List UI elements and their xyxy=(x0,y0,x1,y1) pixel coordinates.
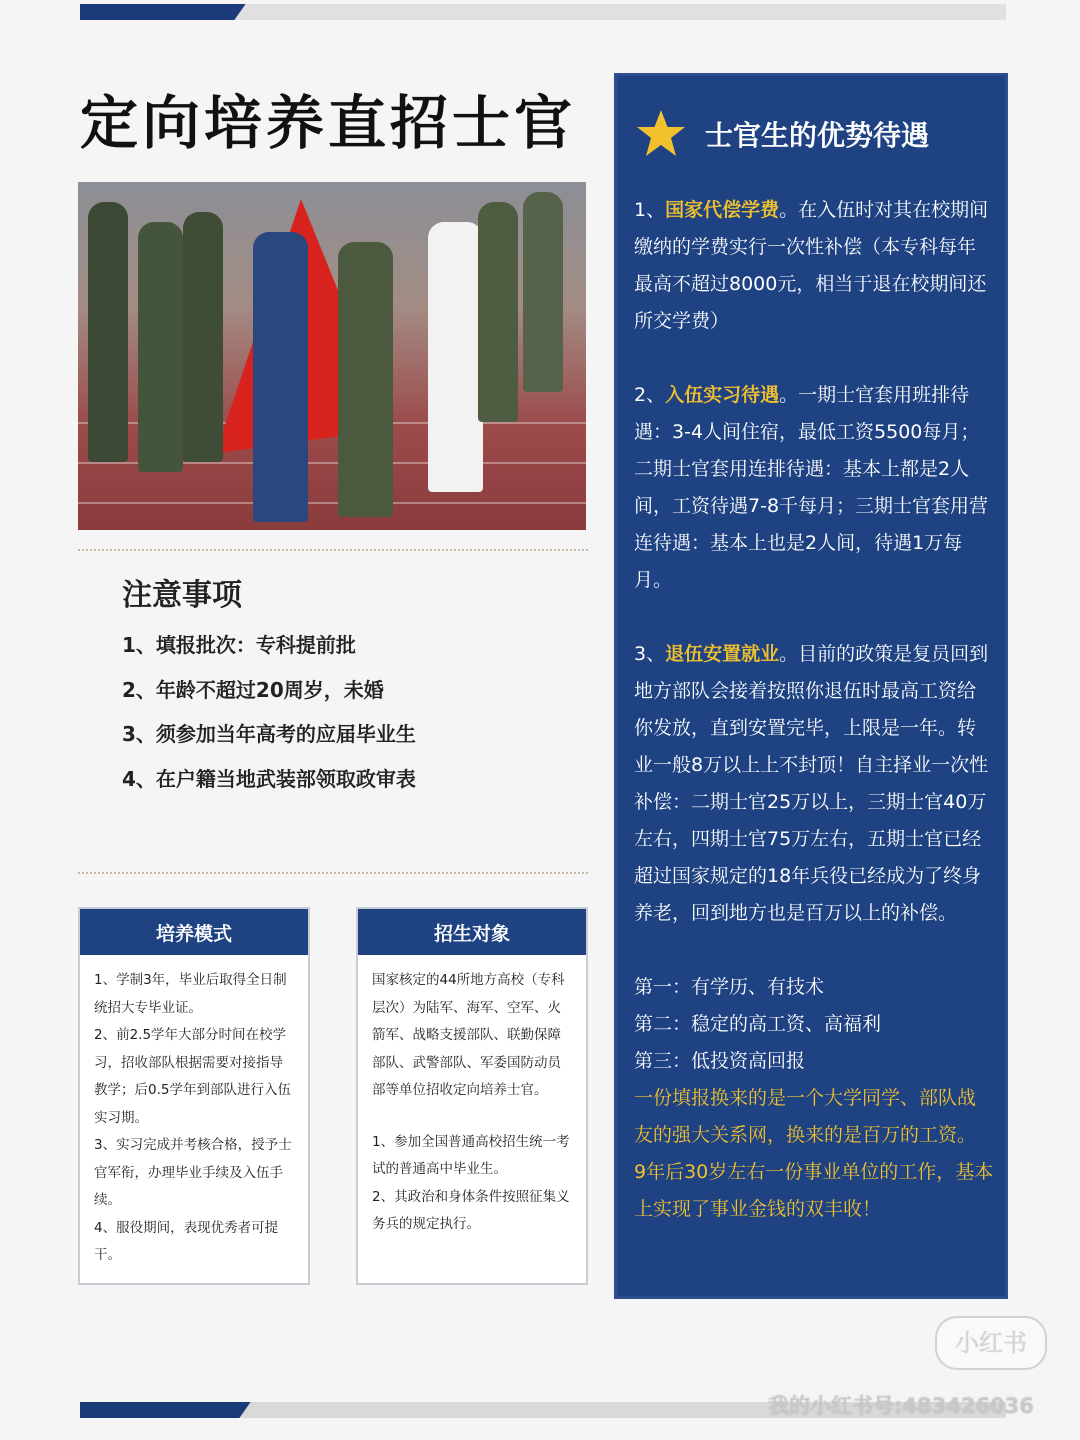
watermark-id: 我的小红书号:483426036 xyxy=(768,1394,1034,1418)
closing-text: 一份填报换来的是一个大学同学、部队战友的强大关系网，换来的是百万的工资。 9年后30岁左右一份事业单位的工作，基本上实现了事业金钱的双丰收！ xyxy=(634,1087,994,1220)
parade-photo xyxy=(78,182,586,530)
list-item: 4、在户籍当地武装部领取政审表 xyxy=(122,766,416,791)
benefit-item: 1、国家代偿学费。在入伍时对其在校期间缴纳的学费实行一次性补偿（本专科每年最高不超过8000元，相当于退在校期间还所交学费） xyxy=(634,199,989,332)
page-title: 定向培养直招士官 xyxy=(80,89,577,157)
enrollment-target-card xyxy=(356,907,588,1285)
summary-item: 第二：稳定的高工资、高福利 xyxy=(634,1013,882,1035)
card-title: 招生对象 xyxy=(358,909,586,955)
benefit-highlight: 国家代偿学费 xyxy=(665,199,780,221)
card-item: 1、学制3年，毕业后取得全日制统招大专毕业证。 xyxy=(94,972,287,1016)
training-mode-card xyxy=(78,907,310,1285)
watermark-logo: 小红书 xyxy=(935,1316,1047,1370)
benefit-highlight: 退伍安置就业 xyxy=(665,643,780,665)
summary-item: 第三：低投资高回报 xyxy=(634,1050,806,1072)
notes-title: 注意事项 xyxy=(122,578,242,613)
separator xyxy=(78,872,588,874)
card-item: 2、前2.5学年大部分时间在校学习，招收部队根据需要对接指导教学；后0.5学年到部队进行入伍实习期。 xyxy=(94,1027,291,1126)
notes-list xyxy=(122,630,416,808)
benefit-item: 2、入伍实习待遇。一期士官套用班排待遇：3-4人间住宿，最低工资5500每月；二期士官套用连排待遇：基本上都是2人间，工资待遇7-8千每月；三期士官套用营连待遇：基本上也是2人间，待遇1万每月。 xyxy=(634,384,989,591)
panel-title: 士官生的优势待遇 xyxy=(705,119,930,152)
separator xyxy=(78,549,588,551)
card-item: 2、其政治和身体条件按照征集义务兵的规定执行。 xyxy=(372,1188,570,1232)
card-item: 3、实习完成并考核合格，授予士官军衔，办理毕业手续及入伍手续。 xyxy=(94,1137,292,1208)
list-item: 2、年龄不超过20周岁，未婚 xyxy=(122,677,384,702)
card-item: 4、服役期间，表现优秀者可提干。 xyxy=(94,1219,279,1263)
benefit-item: 3、退伍安置就业。目前的政策是复员回到地方部队会接着按照你退伍时最高工资给你发放，直到安置完毕，上限是一年。转业一般8万以上上不封顶！自主择业一次性补偿：二期士官25万以上，三期士官40万左右，四期士官75万左右，五期士官已经超过国家规定的18年兵役已经成为了终身养老，回到地方也是百万以上的补偿。 xyxy=(634,643,989,924)
star-icon xyxy=(635,108,687,160)
benefits-panel xyxy=(614,73,1008,1299)
card-intro: 国家核定的44所地方高校（专科层次）为陆军、海军、空军、火箭军、战略支援部队、联勤保障部队、武警部队、军委国防动员部等单位招收定向培养士官。 xyxy=(372,972,565,1098)
card-item: 1、参加全国普通高校招生统一考试的普通高中毕业生。 xyxy=(372,1133,570,1177)
summary-item: 第一：有学历、有技术 xyxy=(634,976,825,998)
list-item: 1、填报批次：专科提前批 xyxy=(122,633,356,657)
top-decorative-bar xyxy=(80,4,1006,20)
list-item: 3、须参加当年高考的应届毕业生 xyxy=(122,722,416,746)
card-title: 培养模式 xyxy=(80,909,308,955)
benefit-highlight: 入伍实习待遇 xyxy=(665,384,780,406)
